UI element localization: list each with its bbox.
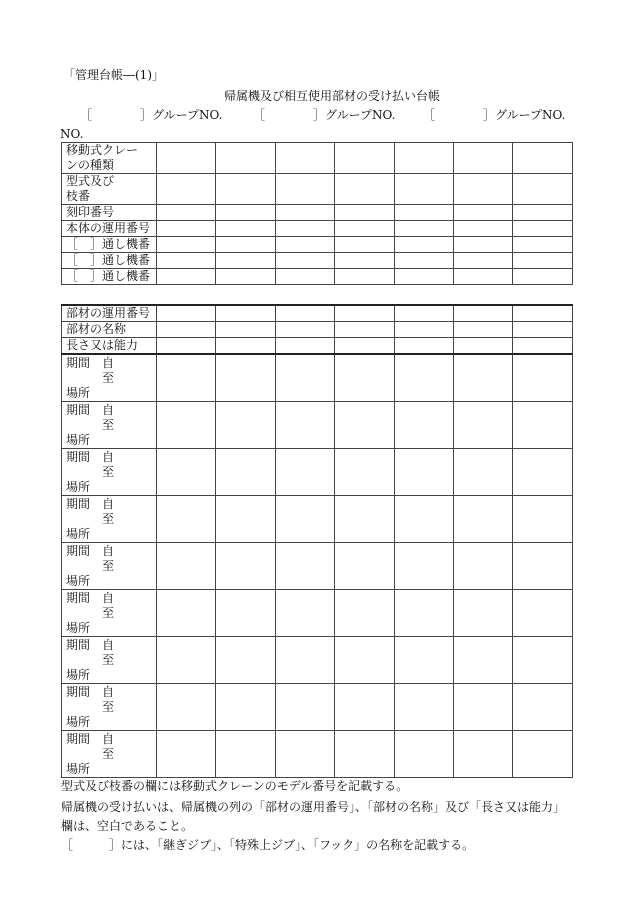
entry-cell[interactable]	[157, 305, 216, 322]
to-label: 至	[102, 653, 115, 667]
entry-cell[interactable]	[335, 684, 394, 731]
entry-cell[interactable]	[157, 449, 216, 496]
row-label-line: 本体の運用番号	[66, 221, 151, 235]
entry-cell[interactable]	[453, 590, 512, 637]
entry-cell[interactable]	[513, 237, 572, 253]
entry-cell[interactable]	[513, 221, 572, 237]
entry-cell[interactable]	[513, 338, 572, 355]
entry-cell[interactable]	[394, 496, 453, 543]
row-label-line: ［ ］通し機番	[66, 253, 151, 267]
entry-cell[interactable]	[275, 684, 334, 731]
from-label: 自	[102, 450, 115, 464]
entry-cell[interactable]	[157, 143, 216, 174]
entry-cell[interactable]	[394, 543, 453, 590]
row-label-line: 刻印番号	[66, 205, 115, 219]
entry-cell[interactable]	[157, 253, 216, 269]
entry-cell[interactable]	[216, 637, 275, 684]
entry-cell[interactable]	[394, 269, 453, 285]
entry-cell[interactable]	[394, 449, 453, 496]
entry-cell[interactable]	[275, 338, 334, 355]
entry-cell[interactable]	[216, 496, 275, 543]
entry-cell[interactable]	[394, 637, 453, 684]
note-3: 欄は、空白であること。	[61, 819, 194, 833]
entry-cell[interactable]	[513, 269, 572, 285]
from-label: 自	[102, 544, 115, 558]
entry-cell[interactable]	[216, 237, 275, 253]
table-row	[62, 253, 573, 269]
place-label: 場所	[66, 621, 91, 635]
entry-cell[interactable]	[157, 338, 216, 355]
entry-cell[interactable]	[275, 221, 334, 237]
entry-cell[interactable]	[216, 402, 275, 449]
period-label: 期間	[66, 732, 91, 746]
entry-cell[interactable]	[394, 338, 453, 355]
entry-cell[interactable]	[335, 305, 394, 322]
entry-cell[interactable]	[394, 402, 453, 449]
entry-cell[interactable]	[157, 543, 216, 590]
period-label: 期間	[66, 544, 91, 558]
entry-cell[interactable]	[275, 590, 334, 637]
period-label: 期間	[66, 685, 91, 699]
period-row	[62, 449, 573, 496]
entry-cell[interactable]	[335, 143, 394, 174]
group-field-1: ［ ］グループNO.	[80, 108, 223, 122]
place-label: 場所	[66, 668, 91, 682]
entry-cell[interactable]	[216, 354, 275, 402]
period-row	[62, 684, 573, 731]
entry-cell[interactable]	[453, 322, 512, 338]
entry-cell[interactable]	[394, 174, 453, 205]
entry-cell[interactable]	[394, 354, 453, 402]
place-label: 場所	[66, 715, 91, 729]
entry-cell[interactable]	[275, 731, 334, 778]
from-label: 自	[102, 685, 115, 699]
entry-cell[interactable]	[453, 305, 512, 322]
table-row	[62, 322, 573, 338]
to-label: 至	[102, 371, 115, 385]
entry-cell[interactable]	[275, 543, 334, 590]
entry-cell[interactable]	[157, 354, 216, 402]
table-row	[62, 269, 573, 285]
entry-cell[interactable]	[157, 174, 216, 205]
group-field-3: ［ ］グループNO.	[423, 108, 566, 122]
period-row	[62, 402, 573, 449]
entry-cell[interactable]	[335, 322, 394, 338]
to-label: 至	[102, 606, 115, 620]
table-row	[62, 205, 573, 221]
entry-cell[interactable]	[453, 637, 512, 684]
entry-cell[interactable]	[157, 590, 216, 637]
place-label: 場所	[66, 527, 91, 541]
period-label-cell	[62, 637, 157, 684]
entry-cell[interactable]	[275, 402, 334, 449]
entry-cell[interactable]	[335, 237, 394, 253]
entry-cell[interactable]	[157, 731, 216, 778]
entry-cell[interactable]	[157, 322, 216, 338]
entry-cell[interactable]	[453, 221, 512, 237]
place-label: 場所	[66, 762, 91, 776]
to-label: 至	[102, 747, 115, 761]
entry-cell[interactable]	[335, 269, 394, 285]
entry-cell[interactable]	[453, 402, 512, 449]
period-label-cell	[62, 731, 157, 778]
entry-cell[interactable]	[157, 269, 216, 285]
entry-cell[interactable]	[394, 731, 453, 778]
note-1: 型式及び枝番の欄には移動式クレーンのモデル番号を記載する。	[61, 779, 409, 793]
entry-cell[interactable]	[335, 338, 394, 355]
entry-cell[interactable]	[453, 237, 512, 253]
entry-cell[interactable]	[513, 322, 572, 338]
entry-cell[interactable]	[453, 338, 512, 355]
to-label: 至	[102, 700, 115, 714]
entry-cell[interactable]	[275, 305, 334, 322]
entry-cell[interactable]	[453, 269, 512, 285]
entry-cell[interactable]	[275, 496, 334, 543]
row-label	[62, 253, 157, 269]
entry-cell[interactable]	[513, 731, 572, 778]
entry-cell[interactable]	[335, 449, 394, 496]
entry-cell[interactable]	[275, 354, 334, 402]
table-row	[62, 305, 573, 322]
row-label: 部材の名称	[62, 322, 157, 338]
period-row	[62, 731, 573, 778]
entry-cell[interactable]	[335, 402, 394, 449]
entry-cell[interactable]	[513, 354, 572, 402]
entry-cell[interactable]	[157, 684, 216, 731]
row-label	[62, 205, 157, 221]
entry-cell[interactable]	[216, 338, 275, 355]
entry-cell[interactable]	[394, 143, 453, 174]
entry-cell[interactable]	[394, 322, 453, 338]
entry-cell[interactable]	[453, 731, 512, 778]
from-label: 自	[102, 403, 115, 417]
entry-cell[interactable]	[216, 449, 275, 496]
entry-cell[interactable]	[216, 174, 275, 205]
place-label: 場所	[66, 433, 91, 447]
parts-ledger-table	[61, 304, 573, 778]
entry-cell[interactable]	[275, 237, 334, 253]
entry-cell[interactable]	[216, 543, 275, 590]
entry-cell[interactable]	[453, 496, 512, 543]
row-label	[62, 237, 157, 253]
group-field-2: ［ ］グループNO.	[253, 108, 396, 122]
from-label: 自	[102, 638, 115, 652]
entry-cell[interactable]	[394, 684, 453, 731]
from-label: 自	[102, 591, 115, 605]
entry-cell[interactable]	[394, 253, 453, 269]
from-label: 自	[102, 497, 115, 511]
note-2: 帰属機の受け払いは、帰属機の列の「部材の運用番号」、「部材の名称」及び「長さ又は能力」	[61, 800, 566, 814]
entry-cell[interactable]	[453, 354, 512, 402]
row-label-line: 型式及び	[66, 174, 115, 188]
entry-cell[interactable]	[453, 174, 512, 205]
entry-cell[interactable]	[453, 205, 512, 221]
crane-info-table	[61, 142, 573, 285]
entry-cell[interactable]	[513, 637, 572, 684]
entry-cell[interactable]	[453, 143, 512, 174]
entry-cell[interactable]	[453, 543, 512, 590]
to-label: 至	[102, 418, 115, 432]
period-row	[62, 637, 573, 684]
period-row	[62, 590, 573, 637]
entry-cell[interactable]	[335, 637, 394, 684]
period-label-cell	[62, 449, 157, 496]
period-label: 期間	[66, 403, 91, 417]
row-label	[62, 143, 157, 174]
place-label: 場所	[66, 574, 91, 588]
entry-cell[interactable]	[453, 684, 512, 731]
period-label-cell	[62, 590, 157, 637]
to-label: 至	[102, 465, 115, 479]
entry-cell[interactable]	[157, 237, 216, 253]
entry-cell[interactable]	[335, 205, 394, 221]
table-row	[62, 221, 573, 237]
period-label: 期間	[66, 450, 91, 464]
row-label	[62, 174, 157, 205]
entry-cell[interactable]	[216, 143, 275, 174]
entry-cell[interactable]	[216, 305, 275, 322]
table-row	[62, 143, 573, 174]
period-row	[62, 543, 573, 590]
entry-cell[interactable]	[157, 221, 216, 237]
period-label: 期間	[66, 356, 91, 370]
row-label	[62, 221, 157, 237]
period-label: 期間	[66, 591, 91, 605]
to-label: 至	[102, 559, 115, 573]
entry-cell[interactable]	[335, 543, 394, 590]
entry-cell[interactable]	[335, 354, 394, 402]
entry-cell[interactable]	[216, 205, 275, 221]
entry-cell[interactable]	[275, 637, 334, 684]
entry-cell[interactable]	[513, 543, 572, 590]
table-row	[62, 237, 573, 253]
row-label-line: ［ ］通し機番	[66, 269, 151, 283]
entry-cell[interactable]	[513, 143, 572, 174]
entry-cell[interactable]	[335, 731, 394, 778]
entry-cell[interactable]	[335, 496, 394, 543]
entry-cell[interactable]	[157, 205, 216, 221]
entry-cell[interactable]	[513, 205, 572, 221]
entry-cell[interactable]	[513, 253, 572, 269]
document-title: 帰属機及び相互使用部材の受け払い台帳	[224, 89, 441, 103]
place-label: 場所	[66, 480, 91, 494]
entry-cell[interactable]	[275, 269, 334, 285]
from-label: 自	[102, 356, 115, 370]
row-label-line: 枝番	[66, 189, 91, 203]
entry-cell[interactable]	[216, 684, 275, 731]
note-4: ［ ］には、「継ぎジブ」、「特殊上ジブ」、「フック」の名称を記載する。	[61, 838, 475, 852]
period-label-cell	[62, 543, 157, 590]
entry-cell[interactable]	[216, 269, 275, 285]
ledger-label: 「管理台帳―(1)」	[63, 68, 164, 82]
entry-cell[interactable]	[275, 449, 334, 496]
row-label	[62, 269, 157, 285]
row-label: 部材の運用番号	[62, 305, 157, 322]
entry-cell[interactable]	[513, 449, 572, 496]
row-label-line: 移動式クレー	[66, 143, 139, 157]
entry-cell[interactable]	[394, 221, 453, 237]
entry-cell[interactable]	[394, 205, 453, 221]
entry-cell[interactable]	[216, 731, 275, 778]
entry-cell[interactable]	[335, 590, 394, 637]
from-label: 自	[102, 732, 115, 746]
entry-cell[interactable]	[275, 322, 334, 338]
period-label: 期間	[66, 497, 91, 511]
entry-cell[interactable]	[216, 221, 275, 237]
entry-cell[interactable]	[216, 590, 275, 637]
entry-cell[interactable]	[275, 205, 334, 221]
entry-cell[interactable]	[157, 402, 216, 449]
period-row	[62, 496, 573, 543]
entry-cell[interactable]	[335, 174, 394, 205]
to-label: 至	[102, 512, 115, 526]
entry-cell[interactable]	[157, 637, 216, 684]
entry-cell[interactable]	[335, 221, 394, 237]
period-label-cell	[62, 496, 157, 543]
entry-cell[interactable]	[335, 253, 394, 269]
entry-cell[interactable]	[157, 496, 216, 543]
entry-cell[interactable]	[275, 143, 334, 174]
row-label-line: ンの種類	[66, 158, 115, 172]
period-label: 期間	[66, 638, 91, 652]
entry-cell[interactable]	[513, 684, 572, 731]
table-row	[62, 338, 573, 355]
period-label-cell	[62, 402, 157, 449]
period-label-cell	[62, 354, 157, 402]
no-label: NO.	[60, 127, 84, 141]
entry-cell[interactable]	[453, 449, 512, 496]
entry-cell[interactable]	[453, 253, 512, 269]
entry-cell[interactable]	[394, 237, 453, 253]
entry-cell[interactable]	[216, 322, 275, 338]
period-row	[62, 354, 573, 402]
table-row	[62, 174, 573, 205]
entry-cell[interactable]	[513, 496, 572, 543]
entry-cell[interactable]	[275, 253, 334, 269]
entry-cell[interactable]	[275, 174, 334, 205]
place-label: 場所	[66, 386, 91, 400]
row-label-line: ［ ］通し機番	[66, 237, 151, 251]
entry-cell[interactable]	[394, 590, 453, 637]
entry-cell[interactable]	[513, 174, 572, 205]
row-label: 長さ又は能力	[62, 338, 157, 355]
entry-cell[interactable]	[216, 253, 275, 269]
entry-cell[interactable]	[394, 305, 453, 322]
entry-cell[interactable]	[513, 402, 572, 449]
period-label-cell	[62, 684, 157, 731]
entry-cell[interactable]	[513, 305, 572, 322]
entry-cell[interactable]	[513, 590, 572, 637]
